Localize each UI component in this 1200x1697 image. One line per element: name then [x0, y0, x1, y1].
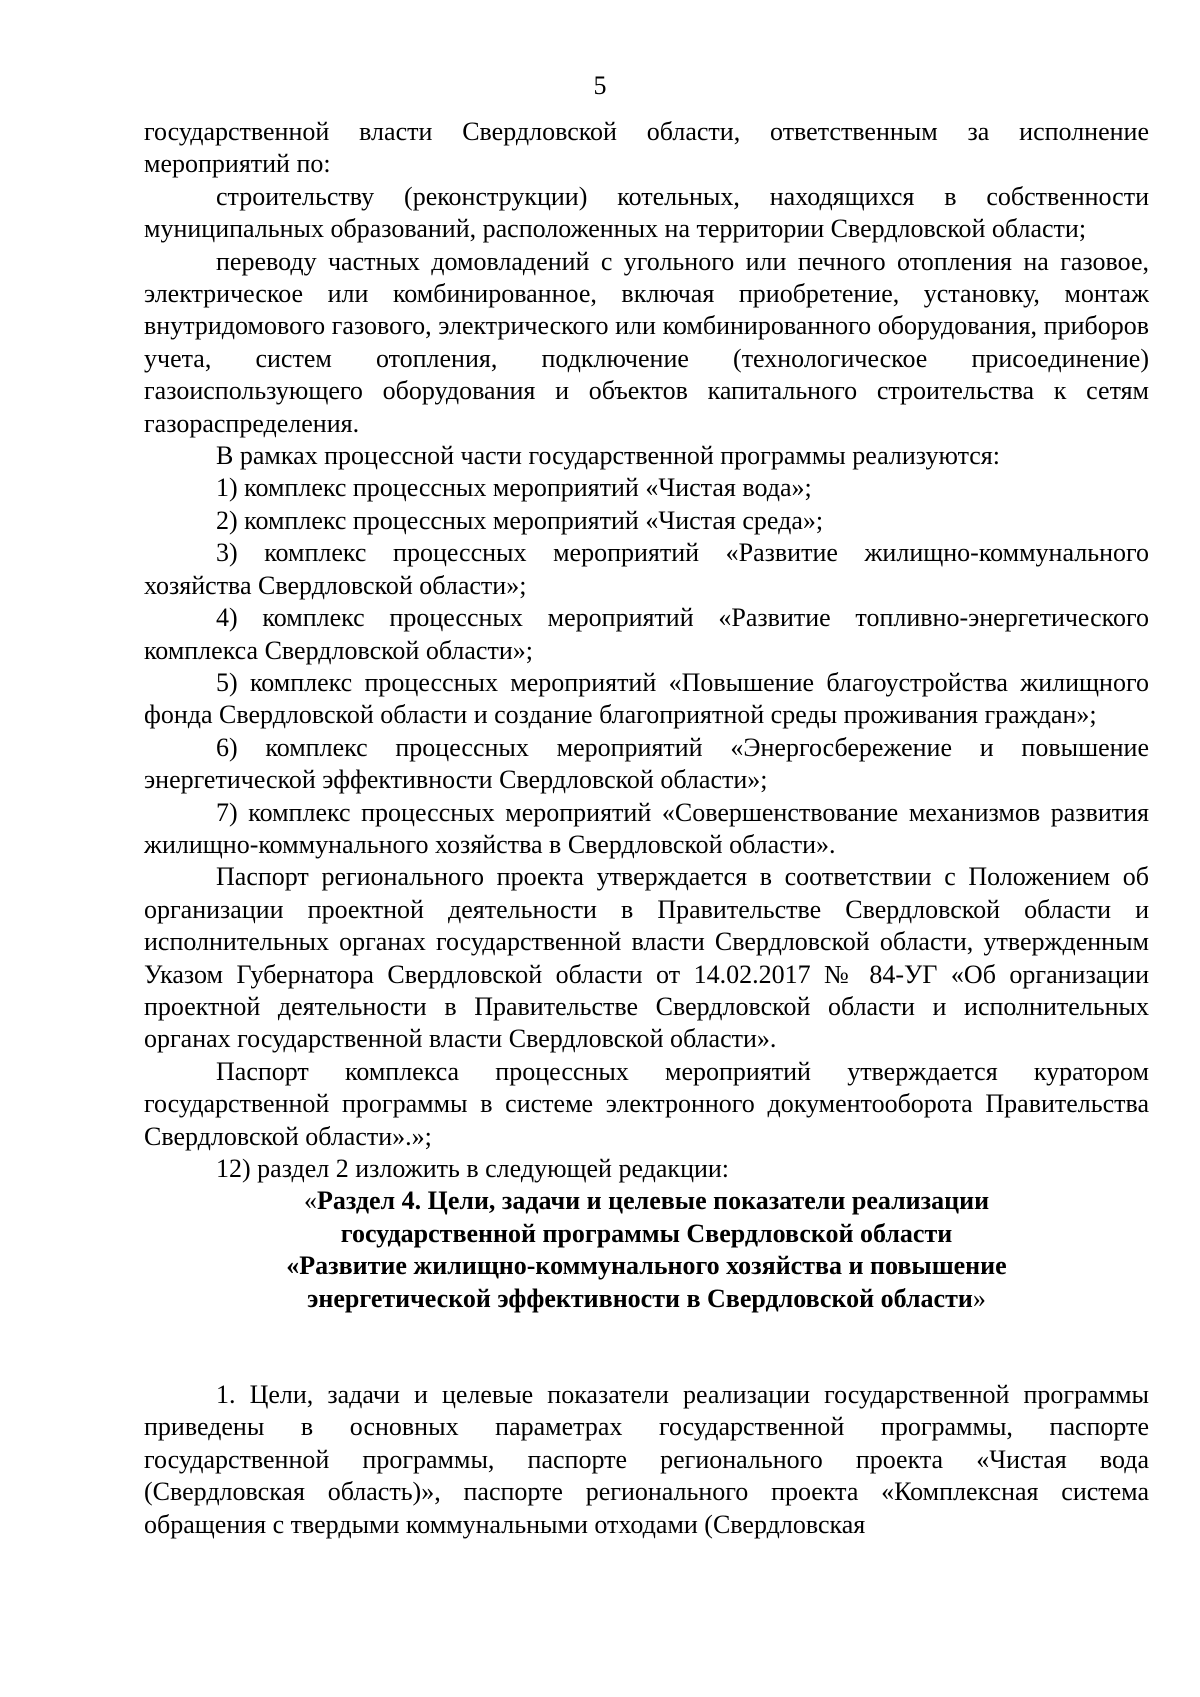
list-item-6: 6) комплекс процессных мероприятий «Энергосбережение и повышение энергетической эффективности Свердловской области»;	[144, 732, 1149, 795]
list-item-7: 7) комплекс процессных мероприятий «Совершенствование механизмов развития жилищно-коммунального хозяйства в Свердловской области».	[144, 797, 1149, 859]
list-item-2: 2) комплекс процессных мероприятий «Чистая среда»;	[216, 505, 824, 535]
spacer	[144, 1315, 1149, 1379]
heading-close-quote: »	[972, 1283, 986, 1313]
list-item-3: 3) комплекс процессных мероприятий «Развитие жилищно-коммунального хозяйства Свердловской области»;	[144, 538, 1149, 600]
paragraph-continuation: государственной власти Свердловской области, ответственным за исполнение мероприятий по:	[144, 117, 1149, 179]
list-item-5: 5) комплекс процессных мероприятий «Повышение благоустройства жилищного фонда Свердловской области и создание благоприятной среды проживания граждан»;	[144, 667, 1149, 730]
heading-text-line-4: энергетической эффективности в Свердловской области	[307, 1283, 973, 1313]
list-item-1: 1) комплекс процессных мероприятий «Чистая вода»;	[216, 473, 812, 503]
heading-text-line-1: Раздел 4. Цели, задачи и целевые показатели реализации	[316, 1186, 990, 1216]
paragraph-goals-and-objectives: 1. Цели, задачи и целевые показатели реализации государственной программы приведены в основных параметрах государственной программы, паспорте государственной программы, паспорте регионального проекта «Чистая вода (Свердловская область)», паспорте регионального проекта «Комплексная система обращения с твердыми коммунальными отходами (Свердловская	[144, 1380, 1149, 1539]
heading-open-quote: «	[303, 1186, 317, 1216]
paragraph-boiler-construction: строительству (реконструкции) котельных, находящихся в собственности муниципальных образований, расположенных на территории Свердловской области;	[144, 181, 1149, 244]
document-body	[144, 116, 1149, 1541]
paragraph-heating-conversion: переводу частных домовладений с угольного или печного отопления на газовое, электрическое или комбинированное, включая приобретение, установку, монтаж внутридомового газового, электрического или комбинированного оборудования, приборов учета, систем отопления, подключение (технологическое присоединение) газоиспользующего оборудования и объектов капитального строительства к сетям газораспределения.	[144, 246, 1149, 438]
list-item-4: 4) комплекс процессных мероприятий «Развитие топливно-энергетического комплекса Свердловской области»;	[144, 603, 1149, 665]
section-heading-line-4	[144, 1283, 1149, 1315]
section-heading-line-3: «Развитие жилищно-коммунального хозяйства и повышение	[286, 1251, 1007, 1281]
section-heading-line-2: государственной программы Свердловской области	[340, 1218, 953, 1248]
section-heading-line-1	[144, 1185, 1149, 1217]
paragraph-regional-project-passport: Паспорт регионального проекта утверждается в соответствии с Положением об организации проектной деятельности в Правительстве Свердловской области и исполнительных органах государственной власти Свердловской области, утвержденным Указом Губернатора Свердловской области от 14.02.2017 № 84-УГ «Об организации проектной деятельности в Правительстве Свердловской области и исполнительных органах государственной власти Свердловской области».	[144, 862, 1149, 1054]
page-number: 5	[593, 71, 607, 100]
paragraph-process-complex-passport: Паспорт комплекса процессных мероприятий утверждается куратором государственной программы в системе электронного документооборота Правительства Свердловской области».»;	[144, 1056, 1149, 1151]
paragraph-amendment-12: 12) раздел 2 изложить в следующей редакции:	[216, 1154, 730, 1183]
paragraph-process-part-intro: В рамках процессной части государственной программы реализуются:	[216, 441, 1000, 471]
